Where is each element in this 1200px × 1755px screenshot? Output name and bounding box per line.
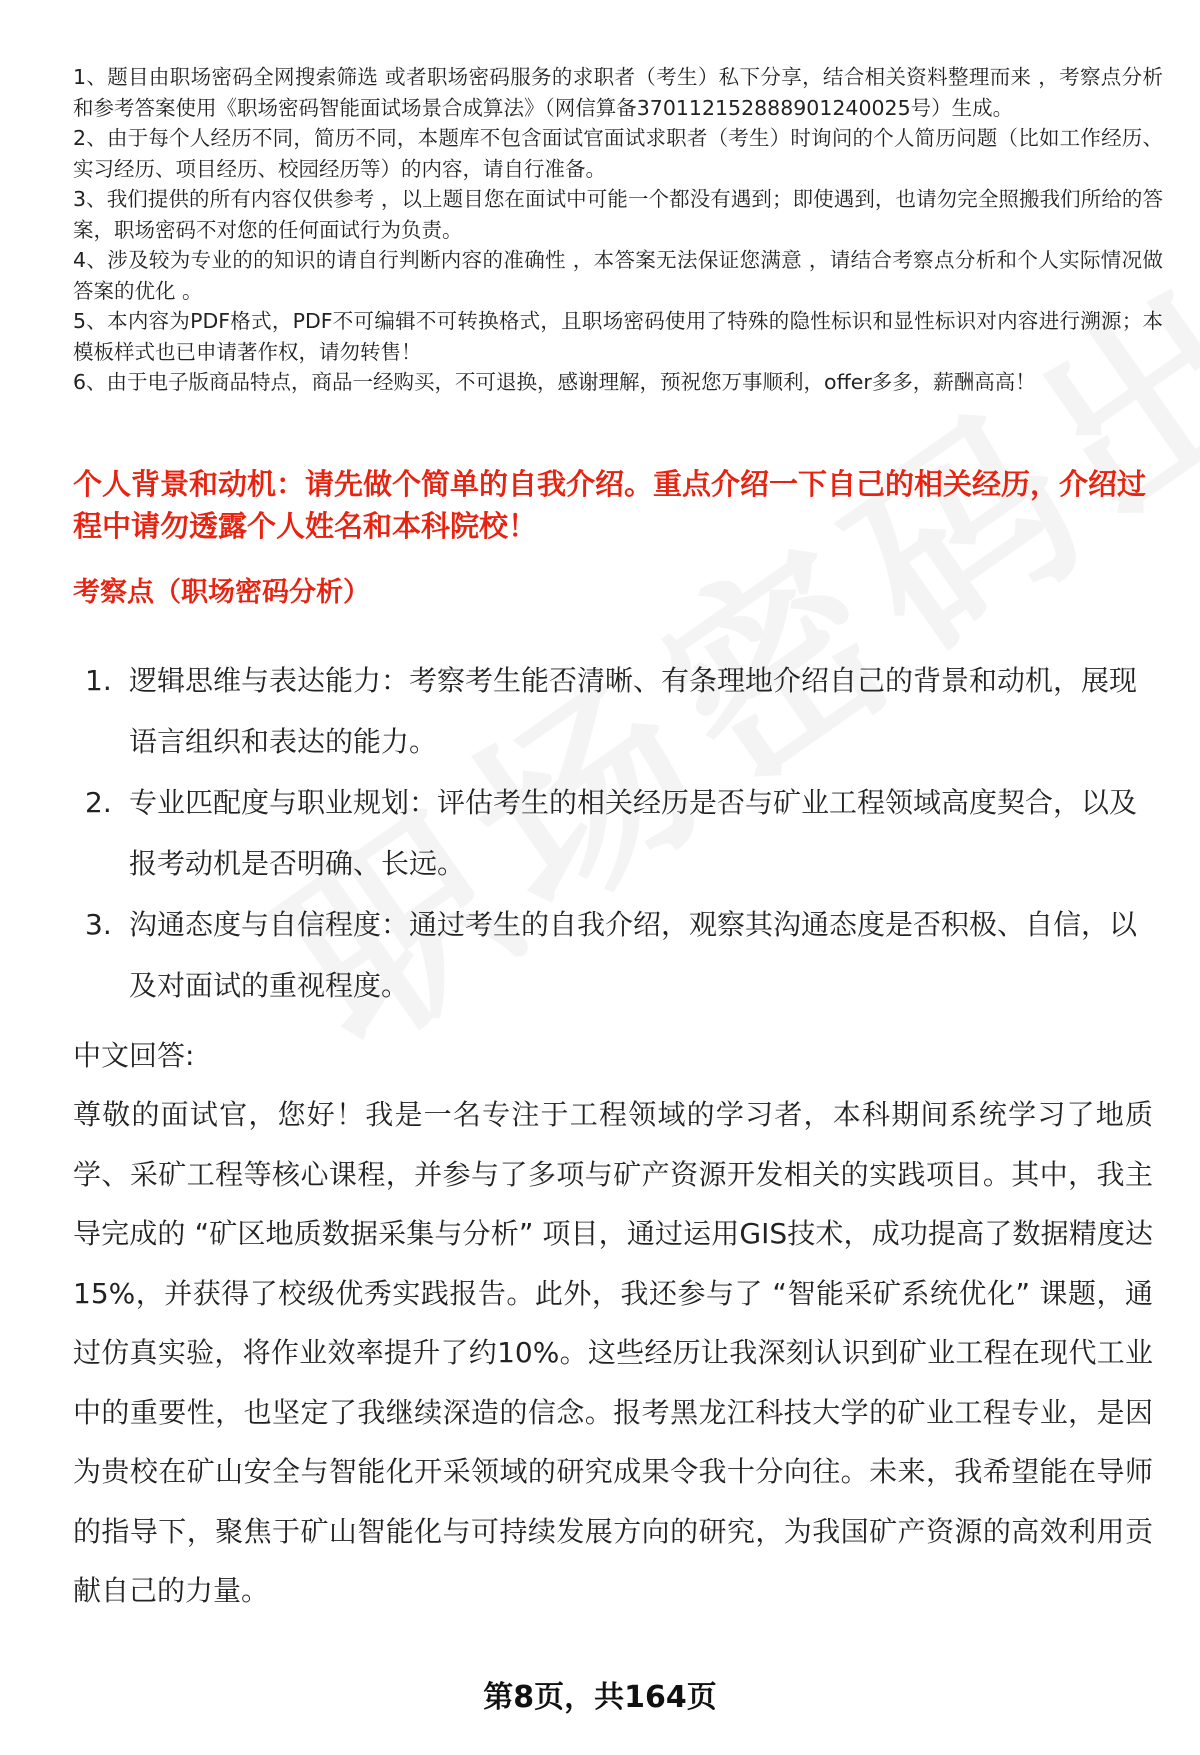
answer-label: 中文回答: [73,1039,195,1072]
note-2: 2、由于每个人经历不同，简历不同，本题库不包含面试官面试求职者（考生）时询问的个人简历问题（比如工作经历、实习经历、项目经历、校园经历等）的内容，请自行准备。 [73,126,1163,181]
list-item [85,772,1145,894]
list-text: 逻辑思维与表达能力：考察考生能否清晰、有条理地介绍自己的背景和动机，展现语言组织和表达的能力。 [129,664,1138,758]
list-number: 2. [85,786,112,819]
list-text: 专业匹配度与职业规划：评估考生的相关经历是否与矿业工程领域高度契合，以及报考动机是否明确、长远。 [129,786,1138,880]
answer-text: 尊敬的面试官，您好！我是一名专注于工程领域的学习者，本科期间系统学习了地质学、采矿工程等核心课程，并参与了多项与矿产资源开发相关的实践项目。其中，我主导完成的 “矿区地质数据采集与分析” 项目，通过运用GIS技术，成功提高了数据精度达15%，并获得了校级优秀实践报告。此外，我还参与了 “智能采矿系统优化” 课题，通过仿真实验，将作业效率提升了约10%。这些经历让我深刻认识到矿业工程在现代工业中的重要性，也坚定了我继续深造的信念。报考黑龙江科技大学的矿业工程专业，是因为贵校在矿山安全与智能化开采领域的研究成果令我十分向往。未来，我希望能在导师的指导下，聚焦于矿山智能化与可持续发展方向的研究，为我国矿产资源的高效利用贡献自己的力量。 [73,1098,1153,1607]
list-item [85,650,1145,772]
list-item [85,894,1145,1016]
note-6: 6、由于电子版商品特点，商品一经购买，不可退换，感谢理解，预祝您万事顺利，offer多多，薪酬高高！ [73,370,1036,394]
list-text: 沟通态度与自信程度：通过考生的自我介绍，观察其沟通态度是否积极、自信，以及对面试的重视程度。 [129,908,1138,1002]
list-number: 1. [85,664,112,697]
disclaimer-notes [73,62,1163,398]
note-4: 4、涉及较为专业的的知识的请自行判断内容的准确性 ，本答案无法保证您满意 ，请结合考察点分析和个人实际情况做答案的优化 。 [73,248,1163,303]
section-title: 考察点（职场密码分析） [73,577,370,608]
page-number: 第8页，共164页 [483,1680,717,1715]
note-1: 1、题目由职场密码全网搜索筛选 或者职场密码服务的求职者（考生）私下分享，结合相关资料整理而来 ，考察点分析和参考答案使用《职场密码智能面试场景合成算法》（网信算备370112152888901240025号）生成。 [73,65,1163,120]
note-3: 3、我们提供的所有内容仅供参考 ，以上题目您在面试中可能一个都没有遇到；即使遇到，也请勿完全照搬我们所给的答案，职场密码不对您的任何面试行为负责。 [73,187,1163,242]
note-5: 5、本内容为PDF格式，PDF不可编辑不可转换格式，且职场密码使用了特殊的隐性标识和显性标识对内容进行溯源；本模板样式也已申请著作权，请勿转售！ [73,309,1163,364]
list-number: 3. [85,908,112,941]
assessment-points [85,650,1145,1016]
interview-question: 个人背景和动机：请先做个简单的自我介绍。重点介绍一下自己的相关经历，介绍过程中请勿透露个人姓名和本科院校！ [73,467,1147,543]
